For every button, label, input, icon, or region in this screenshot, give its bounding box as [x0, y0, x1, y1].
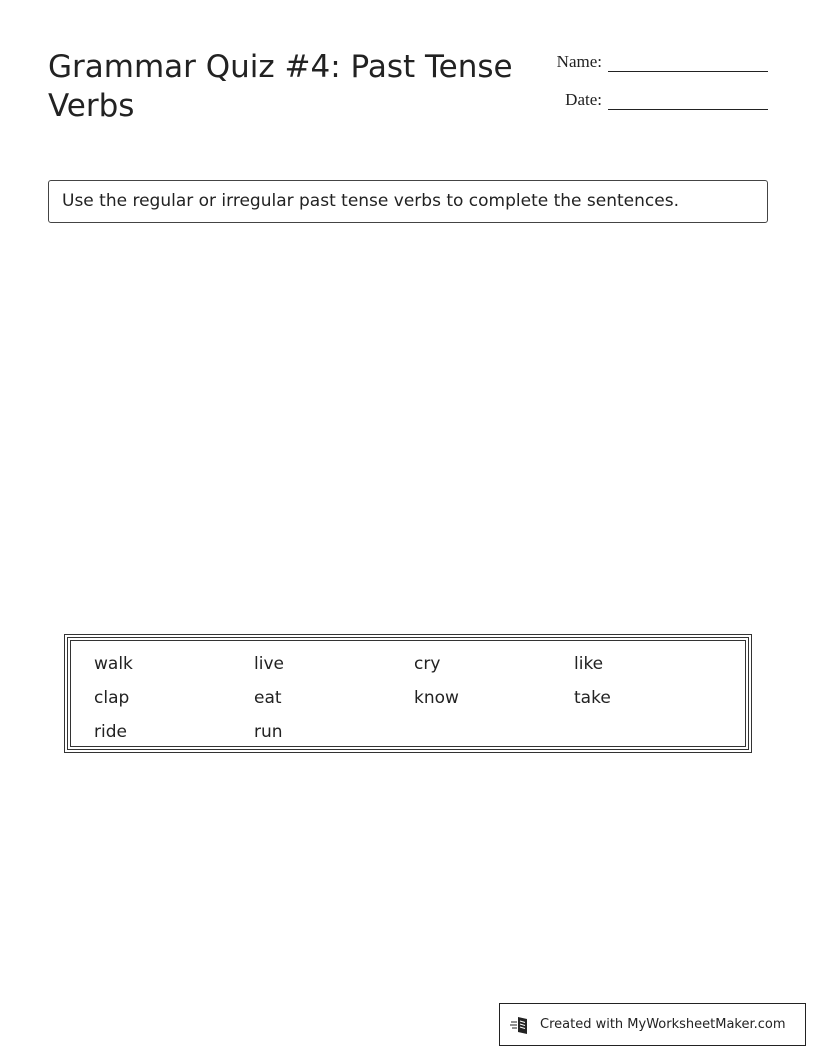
word-bank-item: take	[574, 688, 611, 708]
date-field	[565, 90, 768, 110]
name-label: Name:	[556, 52, 602, 71]
word-bank-item: clap	[94, 688, 130, 708]
word-bank-item: know	[414, 688, 459, 708]
word-bank-item: live	[254, 654, 284, 674]
word-bank-item: eat	[254, 688, 282, 708]
word-bank-item: run	[254, 722, 283, 742]
word-bank-item: walk	[94, 654, 133, 674]
worksheet-maker-logo-icon	[510, 1014, 532, 1036]
footer-badge[interactable]	[499, 1003, 806, 1046]
word-bank-item: like	[574, 654, 604, 674]
name-field	[557, 52, 768, 72]
word-bank-inner	[70, 640, 746, 747]
word-bank-item: ride	[94, 722, 127, 742]
date-line[interactable]	[608, 90, 768, 110]
date-label: Date:	[565, 90, 602, 109]
footer-text: Created with MyWorksheetMaker.com	[540, 1017, 786, 1032]
page-title: Grammar Quiz #4: Past Tense Verbs	[48, 49, 513, 124]
name-line[interactable]	[608, 52, 768, 72]
word-bank-item: cry	[414, 654, 441, 674]
instructions-box: Use the regular or irregular past tense verbs to complete the sentences.	[48, 180, 768, 223]
word-bank	[64, 634, 752, 753]
